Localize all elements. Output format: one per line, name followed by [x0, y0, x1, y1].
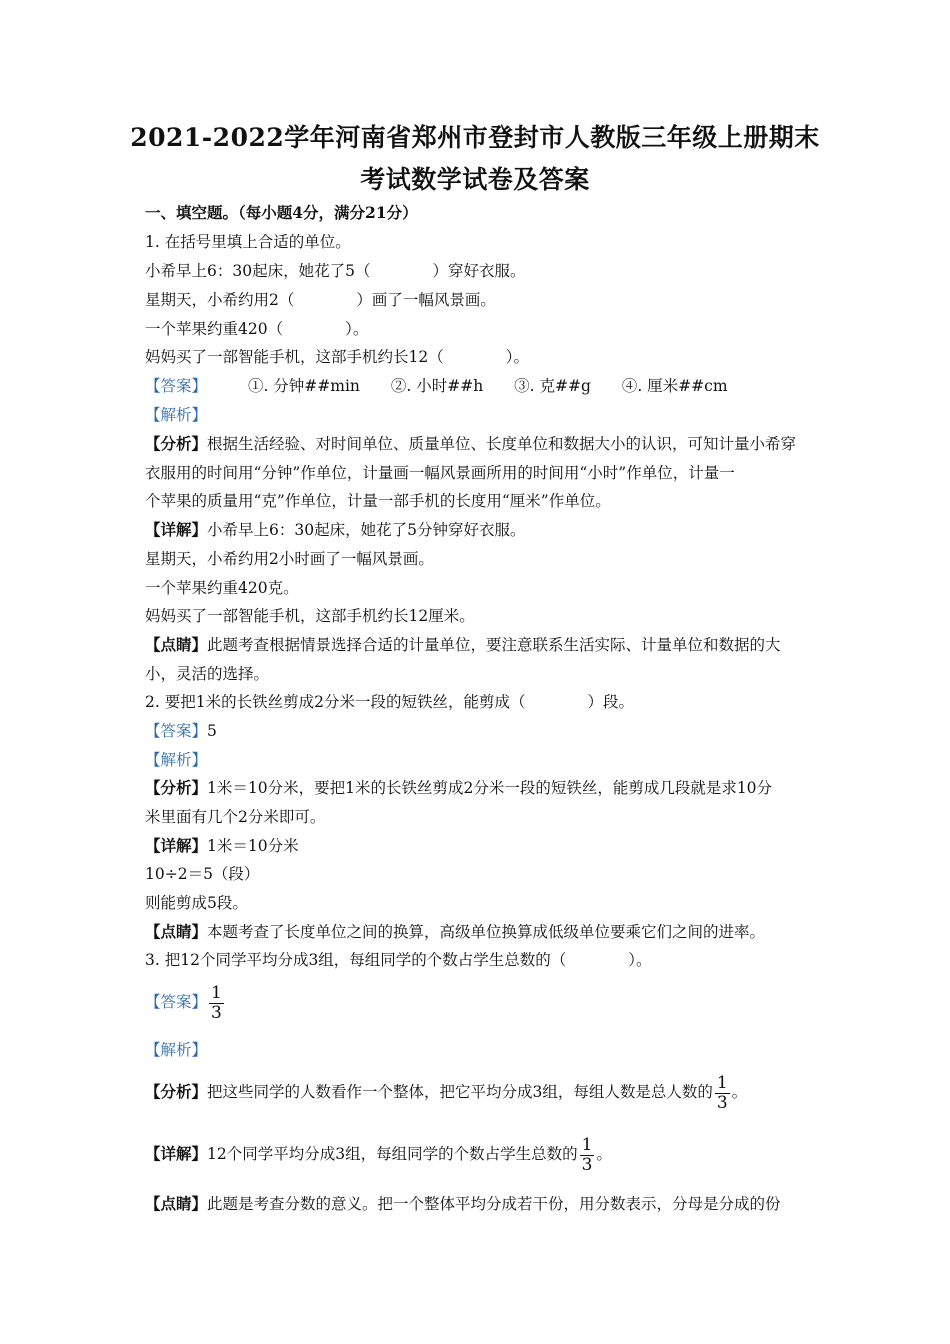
q1-stem: 1. 在括号里填上合适的单位。: [145, 233, 351, 251]
q3-answer: [145, 980, 810, 1024]
q3-xiangjie-fraction: [580, 1136, 595, 1175]
q2-jiexi-tag: 【解析】: [145, 751, 208, 769]
q1-line-3: 一个苹果约重420（ ）。: [145, 320, 369, 338]
q1-answer: [145, 376, 810, 396]
doc-title-line-1: 2021-2022学年河南省郑州市登封市人教版三年级上册期末: [130, 123, 820, 152]
answer-tag: 【答案】: [145, 377, 208, 395]
xiangjie-tag: 【详解】: [145, 836, 208, 855]
fenxi-tag: 【分析】: [145, 778, 208, 797]
q3-fenxi-text-1: 把这些同学的人数看作一个整体，把它平均分成3组，每组人数是总人数的: [207, 1083, 713, 1101]
q3-fenxi-1: [145, 1070, 810, 1114]
q1-line-2: 星期天，小希约用2（ ）画了一幅风景画。: [145, 291, 496, 309]
q3-jiexi-tag: 【解析】: [145, 1041, 208, 1059]
q2-dianjing-1: [145, 922, 810, 942]
q1-answer-1: ①. 分钟##min: [247, 377, 360, 395]
q2-xiangjie-text-1: 1米＝10分米: [207, 837, 299, 855]
q2-fenxi-1: [145, 778, 810, 798]
q2-dianjing-text-1: 本题考查了长度单位之间的换算，高级单位换算成低级单位要乘它们之间的进率。: [207, 923, 766, 941]
q1-line-1: 小希早上6：30起床，她花了5（ ）穿好衣服。: [145, 262, 526, 280]
q3-xiangjie-end: 。: [596, 1145, 612, 1163]
q2-answer: [145, 721, 810, 741]
q1-jiexi-tag: 【解析】: [145, 406, 208, 424]
q1-dianjing-text-1: 此题考查根据情景选择合适的计量单位，要注意联系生活实际、计量单位和数据的大: [207, 636, 781, 654]
q2-xiangjie-2: 10÷2＝5（段）: [145, 865, 260, 883]
q1-answer-2: ②. 小时##h: [390, 377, 484, 395]
q2-stem: 2. 要把1米的长铁丝剪成2分米一段的短铁丝，能剪成（ ）段。: [145, 693, 634, 711]
q3-xiangjie-text-1: 12个同学平均分成3组，每组同学的个数占学生总数的: [207, 1145, 578, 1163]
xiangjie-tag: 【详解】: [145, 520, 208, 539]
q2-xiangjie-3: 则能剪成5段。: [145, 894, 248, 912]
q1-fenxi-1: [145, 434, 810, 454]
section-heading: 一、填空题。（每小题4分，满分21分）: [145, 203, 418, 222]
q3-fenxi-fraction: [715, 1074, 730, 1113]
q1-xiangjie-1: [145, 520, 810, 540]
q3-dianjing-1: [145, 1194, 810, 1214]
q3-dianjing-text-1: 此题是考查分数的意义。把一个整体平均分成若干份，用分数表示，分母是分成的份: [207, 1195, 781, 1213]
q1-fenxi-text-1: 根据生活经验、对时间单位、质量单位、长度单位和数据大小的认识，可知计量小希穿: [207, 435, 797, 453]
q1-xiangjie-2: 星期天，小希约用2小时画了一幅风景画。: [145, 550, 434, 568]
q1-line-4: 妈妈买了一部智能手机，这部手机约长12（ ）。: [145, 348, 529, 366]
fraction-denominator: 3: [211, 1002, 222, 1023]
q1-dianjing-1: [145, 635, 810, 655]
dianjing-tag: 【点睛】: [145, 922, 208, 941]
answer-tag: 【答案】: [145, 993, 208, 1011]
q2-xiangjie-1: [145, 836, 810, 856]
q1-xiangjie-3: 一个苹果约重420克。: [145, 579, 299, 597]
dianjing-tag: 【点睛】: [145, 635, 208, 654]
q1-xiangjie-4: 妈妈买了一部智能手机，这部手机约长12厘米。: [145, 607, 475, 625]
fraction-numerator: 1: [581, 1134, 593, 1155]
q1-answer-4: ④. 厘米##cm: [621, 377, 728, 395]
fraction-numerator: 1: [716, 1072, 728, 1093]
dianjing-tag: 【点睛】: [145, 1194, 208, 1213]
q1-fenxi-3: 个苹果的质量用“克”作单位，计量一部手机的长度用“厘米”作单位。: [145, 492, 611, 510]
q2-answer-value: 5: [207, 722, 217, 740]
q3-stem: 3. 把12个同学平均分成3组，每组同学的个数占学生总数的（ ）。: [145, 951, 652, 969]
fraction-denominator: 3: [716, 1092, 728, 1113]
q3-answer-fraction: [209, 984, 224, 1023]
q3-fenxi-end: 。: [731, 1083, 748, 1101]
fraction-denominator: 3: [581, 1154, 593, 1175]
answer-tag: 【答案】: [145, 722, 208, 740]
q2-fenxi-2: 米里面有几个2分米即可。: [145, 808, 326, 826]
fraction-numerator: 1: [211, 982, 222, 1003]
q1-dianjing-2: 小，灵活的选择。: [145, 665, 270, 683]
fenxi-tag: 【分析】: [145, 434, 208, 453]
q2-fenxi-text-1: 1米＝10分米，要把1米的长铁丝剪成2分米一段的短铁丝，能剪成几段就是求10分: [207, 779, 773, 797]
fenxi-tag: 【分析】: [145, 1082, 208, 1101]
q1-xiangjie-text-1: 小希早上6：30起床，她花了5分钟穿好衣服。: [207, 521, 526, 539]
q1-answer-3: ③. 克##g: [514, 377, 591, 395]
doc-title-line-2: 考试数学试卷及答案: [360, 165, 590, 194]
xiangjie-tag: 【详解】: [145, 1144, 208, 1163]
q1-fenxi-2: 衣服用的时间用“分钟”作单位，计量画一幅风景画所用的时间用“小时”作单位，计量一: [145, 464, 735, 482]
q3-xiangjie-1: [145, 1132, 810, 1176]
